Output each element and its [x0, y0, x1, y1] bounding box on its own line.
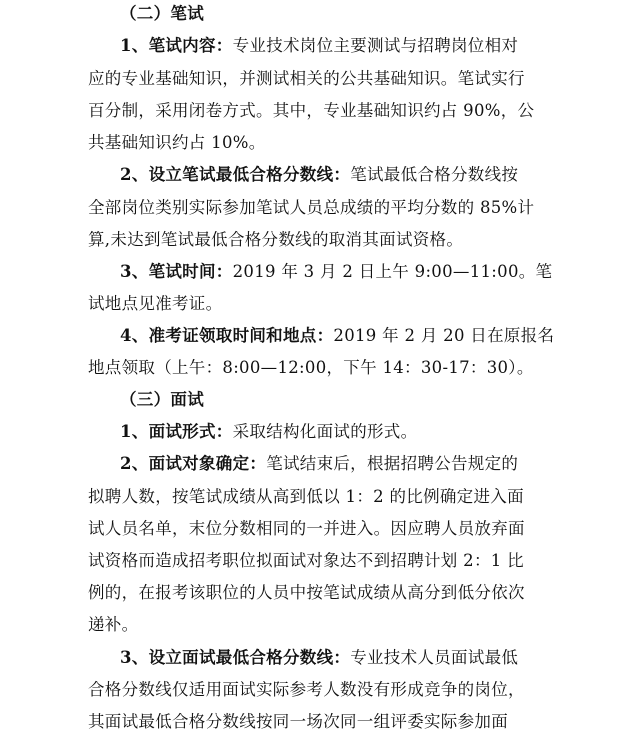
paragraph-interview-candidates-line-2: 拟聘人数，按笔试成绩从高到低以 1：2 的比例确定进入面 [88, 487, 524, 506]
section-heading-written-exam: （二）笔试 [120, 4, 204, 23]
paragraph-interview-passing-line-line-3: 其面试最低合格分数线按同一场次同一组评委实际参加面 [88, 712, 508, 731]
paragraph-passing-line-line-2: 全部岗位类别实际参加笔试人员总成绩的平均分数的 85%计 [88, 198, 535, 217]
paragraph-interview-candidates-line-4: 试资格而造成招考职位拟面试对象达不到招聘计划 2：1 比 [88, 551, 524, 570]
paragraph-exam-time-line-2: 试地点见准考证。 [88, 294, 223, 313]
paragraph-interview-format-line-1: 1、面试形式：采取结构化面试的形式。 [120, 422, 418, 441]
paragraph-admission-ticket-line-1: 4、准考证领取时间和地点：2019 年 2 月 20 日在原报名 [120, 326, 555, 345]
paragraph-interview-passing-line-line-2: 合格分数线仅适用面试实际参考人数没有形成竞争的岗位， [88, 680, 525, 699]
paragraph-exam-content-line-4: 共基础知识约占 10%。 [88, 133, 266, 152]
paragraph-interview-passing-line-line-1: 3、设立面试最低合格分数线：专业技术人员面试最低 [120, 648, 519, 667]
paragraph-interview-candidates-line-6: 递补。 [88, 615, 139, 634]
paragraph-interview-candidates-line-5: 例的，在报考该职位的人员中按笔试成绩从高分到低分依次 [88, 583, 525, 602]
section-heading-interview: （三）面试 [120, 390, 204, 409]
paragraph-interview-candidates-line-1: 2、面试对象确定：笔试结束后，根据招聘公告规定的 [120, 454, 519, 473]
paragraph-exam-content-line-1: 1、笔试内容：专业技术岗位主要测试与招聘岗位相对 [120, 36, 519, 55]
paragraph-exam-content-line-3: 百分制，采用闭卷方式。其中，专业基础知识约占 90%，公 [88, 101, 535, 120]
paragraph-exam-content-line-2: 应的专业基础知识，并测试相关的公共基础知识。笔试实行 [88, 69, 525, 88]
paragraph-passing-line-line-3: 算,未达到笔试最低合格分数线的取消其面试资格。 [88, 230, 464, 249]
paragraph-admission-ticket-line-2: 地点领取（上午：8:00—12:00，下午 14：30-17：30）。 [88, 358, 534, 377]
paragraph-interview-candidates-line-3: 试人员名单，末位分数相同的一并进入。因应聘人员放弃面 [88, 519, 525, 538]
paragraph-passing-line-line-1: 2、设立笔试最低合格分数线：笔试最低合格分数线按 [120, 165, 519, 184]
paragraph-exam-time-line-1: 3、笔试时间：2019 年 3 月 2 日上午 9:00—11:00。笔 [120, 262, 553, 281]
